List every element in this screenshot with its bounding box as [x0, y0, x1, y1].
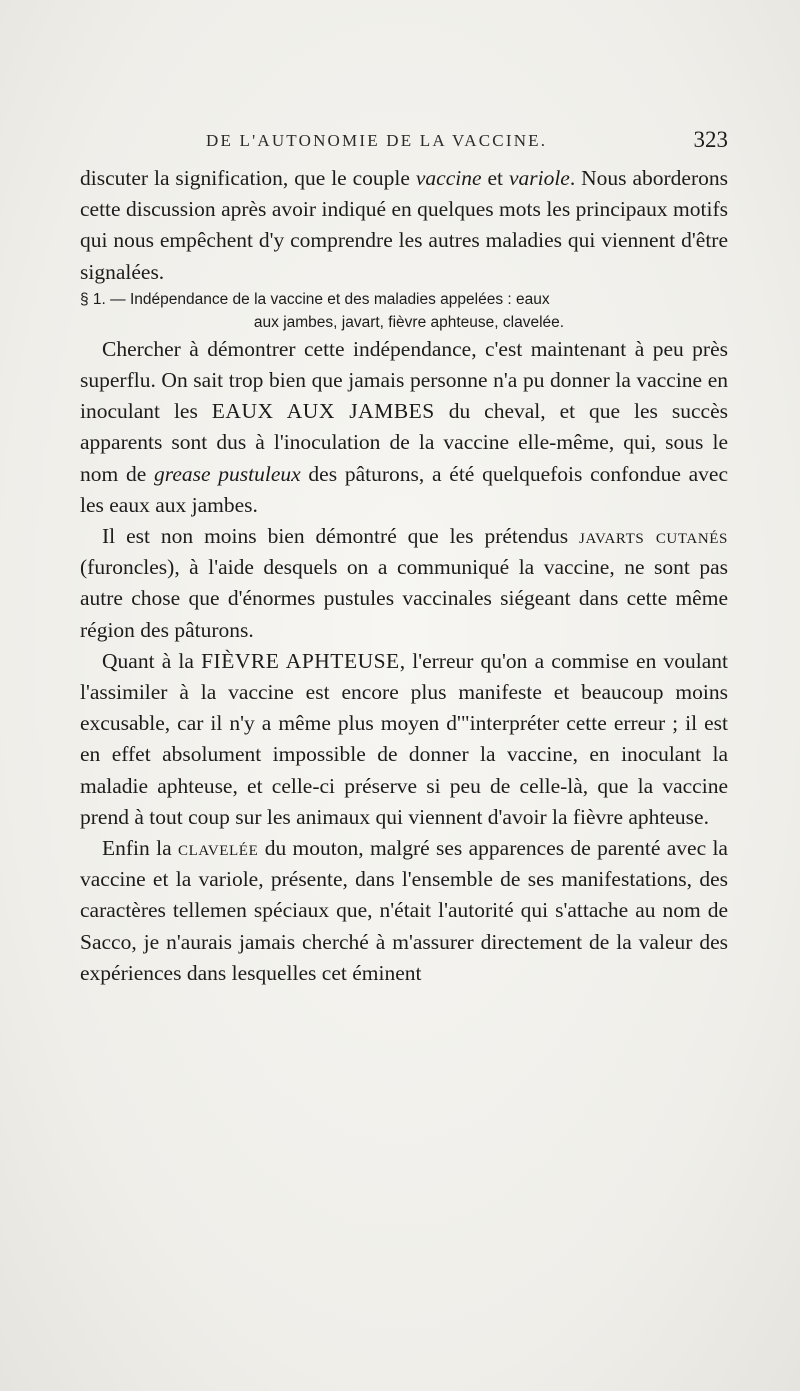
- paragraph-3-text: (furoncles), à l'aide desquels on a communiqué la vaccine, ne sont pas autre chose que d'énormes pustules vaccinales siégeant dans cette même région des pâturons.: [80, 555, 728, 642]
- paragraph-2-text: Chercher à démontrer cette indépendance, c'est maintenant à peu près superflu. On sait trop bien que jamais personne n'a pu donner la vaccine en inoculant les: [80, 336, 728, 424]
- paragraph-2: [80, 334, 728, 521]
- paragraph-1-text: . Nous aborderons cette discussion après avoir indiqué en quelques mots les principaux motifs qui nous empêchent d'y comprendre les autres maladies qui viennent d'être signalées.: [80, 166, 728, 284]
- section-heading-line-1: § 1. — Indépendance de la vaccine et des maladies appelées : eaux: [80, 290, 550, 308]
- paragraph-4-text: , l'erreur qu'on a commise en voulant l'assimiler à la vaccine est encore plus manifeste et beaucoup moins excusable, car il n'y a même plus moyen d'"interpréter cette erreur ; il est en effet absolument impossible de donner la vaccine, en inoculant la maladie aphteuse, et celle-ci préserve si peu de celle-là, que la vaccine prend à tout coup sur les animaux qui viennent d'avoir la fièvre aphteuse.: [80, 648, 728, 829]
- paragraph-1: [80, 163, 728, 288]
- term-clavelee: clavelée: [177, 836, 259, 861]
- section-heading-line-2: aux jambes, javart, fièvre aphteuse, clavelée.: [253, 313, 565, 331]
- paragraph-2-text: du cheval, et que les succès apparents sont dus à l'inoculation de la vaccine elle-même, qui, sous le nom de: [80, 399, 728, 486]
- paragraph-3: [80, 521, 728, 646]
- term-grease-pustuleux: grease pustuleux: [154, 461, 301, 486]
- body-text: [80, 163, 728, 989]
- page-number: 323: [693, 127, 728, 152]
- section-heading: [80, 288, 728, 334]
- paragraph-4: [80, 646, 728, 833]
- paragraph-5: [80, 833, 728, 989]
- term-variole: variole: [508, 166, 570, 190]
- paragraph-4-text: Quant à la: [102, 648, 202, 673]
- paragraph-1-text: et: [481, 166, 509, 190]
- paragraph-1-text: discuter la signification, que le couple: [80, 166, 416, 190]
- page-header: [80, 127, 728, 157]
- term-vaccine: vaccine: [415, 166, 482, 190]
- paragraph-2-text: des pâturons, a été quelquefois confondue avec les eaux aux jambes.: [80, 461, 728, 517]
- term-fievre-aphteuse: FIÈVRE APHTEUSE: [201, 648, 400, 673]
- paragraph-3-text: Il est non moins bien démontré que les prétendus: [102, 524, 580, 549]
- paragraph-5-text: du mouton, malgré ses apparences de parenté avec la vaccine et la variole, présente, dans l'ensemble de ses manifestations, des caractères tellemen spéciaux que, n'était l'autorité qui s'attache au nom de Sacco, je n'aurais jamais cherché à m'assurer directement de la valeur des expériences dans lesquelles cet éminent: [80, 836, 728, 985]
- running-head: DE L'AUTONOMIE DE LA VACCINE.: [206, 131, 548, 150]
- term-javarts-cutanes: javarts cutanés: [579, 524, 729, 549]
- paragraph-5-text: Enfin la: [102, 836, 178, 861]
- term-eaux-aux-jambes: EAUX AUX JAMBES: [211, 399, 435, 424]
